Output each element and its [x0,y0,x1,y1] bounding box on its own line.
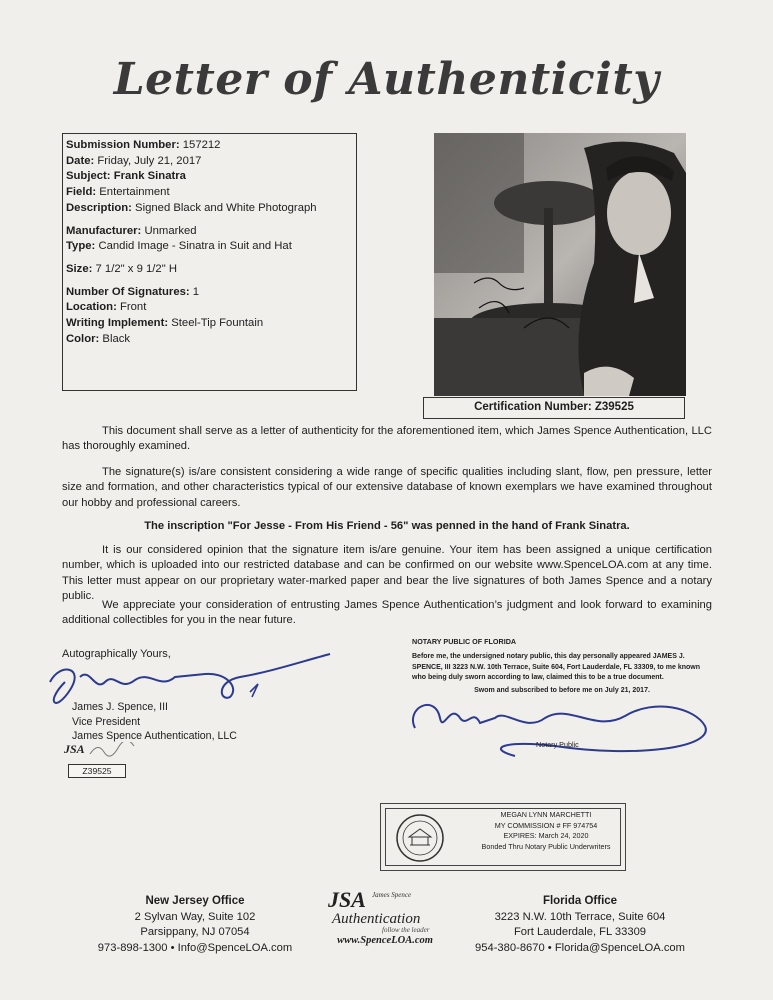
subject-row [66,169,356,185]
logo-james-spence: James Spence [372,891,412,899]
field-value: Entertainment [99,186,170,199]
signatures-row [66,285,356,301]
photograph-illustration [434,133,686,396]
type-row [66,239,356,255]
field-row [66,185,356,201]
jsa-logo-mark [320,885,450,935]
notary-sworn-date: Swom and subscribed to before me on July 21, 2017. [474,687,650,695]
logo-url: www.SpenceLOA.com [337,935,433,946]
paragraph-signature-text: The signature(s) is/are consistent considering a wide range of specific qualities including slant, flow, pen pressure, letter size and formation, and other characteristics typical of our extensive database of known exemplars we have examined throughout our hobby and professional careers. [62,466,712,509]
type-value: Candid Image - Sinatra in Suit and Hat [98,240,292,253]
signatures-label: Number Of Signatures: [66,285,190,298]
manufacturer-label: Manufacturer: [66,224,142,237]
sticker-number: Z39525 [68,764,126,778]
submission-value: 157212 [182,139,221,151]
notary-signature [395,688,725,768]
nj-office-title: New Jersey Office [145,895,245,907]
signer-name: James J. Spence, III [72,701,168,713]
size-row [66,262,356,278]
logo-authentication: Authentication [332,911,421,927]
color-row [66,332,356,348]
page-title: Letter of Authenticity [113,54,660,105]
florida-seal-icon [395,813,445,863]
description-label: Description: [66,201,132,214]
seal-line-1: MEGAN LYNN MARCHETTI [500,810,592,819]
signer-block [72,700,237,744]
notary-heading: NOTARY PUBLIC OF FLORIDA [412,637,517,646]
seal-line-3: EXPIRES: March 24, 2020 [503,831,589,840]
nj-office-contact: 973-898-1300 • Info@SpenceLOA.com [97,941,293,954]
sticker-logo: JSA [64,742,85,756]
fl-office-title: Florida Office [542,895,618,907]
paragraph-intro [62,424,712,455]
nj-office-address-2: Parsippany, NJ 07054 [140,926,250,938]
new-jersey-office [95,894,295,956]
florida-office [470,894,690,956]
description-value: Signed Black and White Photograph [135,201,317,214]
notary-seal [380,803,626,871]
size-value: 7 1/2" x 9 1/2" H [95,262,178,275]
date-row [66,154,356,170]
color-label: Color: [66,332,100,345]
type-label: Type: [66,240,96,253]
signer-role: Vice President [72,715,141,728]
field-label: Field: [66,186,97,199]
date-label: Date: [66,154,95,167]
size-label: Size: [66,262,93,275]
paragraph-appreciation [62,598,712,629]
color-value: Black [102,332,131,345]
jsa-sticker [62,742,140,776]
signer-company: James Spence Authentication, LLC [72,730,237,742]
seal-text [471,810,621,852]
seal-line-4: Bonded Thru Notary Public Underwriters [481,841,611,851]
item-details-box [62,133,357,391]
paragraph-opinion-text: It is our considered opinion that the signature item is/are genuine. Your item has been assigned a unique certification number, which is uploaded into our restricted database and can be confirmed on our website www.SpenceLOA.com at any time. This letter must appear on our proprietary water-marked paper and bear the live signatures of both James Spence and a notary public. [62,544,712,602]
paragraph-opinion [62,543,712,604]
location-value: Front [119,301,147,314]
manufacturer-value: Unmarked [144,224,197,237]
inscription-statement: The inscription "For Jesse - From His Friend - 56" was penned in the hand of Frank Sinatra. [144,520,630,532]
notary-public-label: Notary Public [536,740,579,749]
logo-jsa-text: JSA [328,887,366,912]
fl-office-contact: 954-380-8670 • Florida@SpenceLOA.com [475,941,685,954]
manufacturer-row [66,224,356,240]
certification-number: Certification Number: Z39525 [423,397,685,419]
implement-value: Steel-Tip Fountain [171,317,264,330]
signatures-value: 1 [192,285,200,298]
fl-office-address-2: Fort Lauderdale, FL 33309 [513,926,647,938]
sticker-signature [88,742,136,758]
location-row [66,300,356,316]
closing-salutation: Autographically Yours, [62,648,171,660]
description-row [66,201,336,217]
fl-office-address-1: 3223 N.W. 10th Terrace, Suite 604 [494,910,666,923]
location-label: Location: [66,301,117,314]
date-value: Friday, July 21, 2017 [97,154,202,167]
subject-value: Frank Sinatra [113,170,186,183]
signed-photograph [434,133,686,396]
seal-line-2: MY COMMISSION # FF 974754 [494,820,598,830]
nj-office-address-1: 2 Sylvan Way, Suite 102 [134,910,256,923]
logo-tagline: follow the leader [382,926,430,934]
paragraph-signature [62,465,712,511]
submission-row [66,138,356,154]
implement-row [66,316,356,332]
implement-label: Writing Implement: [66,317,169,330]
paragraph-appreciation-text: We appreciate your consideration of entrusting James Spence Authentication’s judgment and look forward to examining additional collectibles for you in the near future. [62,599,712,627]
subject-label: Subject: [66,170,111,183]
submission-label: Submission Number: [66,139,180,151]
paragraph-intro-text: This document shall serve as a letter of authenticity for the aforementioned item, which James Spence Authentication, LLC has thoroughly examined. [62,425,712,453]
notary-statement: Before me, the undersigned notary public, this day personally appeared JAMES J. SPENCE, III 3223 N.W. 10th Terrace, Suite 604, Fort Lauderdale, FL 33309, to me known who being duly sworn according to law, claimed this to be a true document. [412,653,701,681]
